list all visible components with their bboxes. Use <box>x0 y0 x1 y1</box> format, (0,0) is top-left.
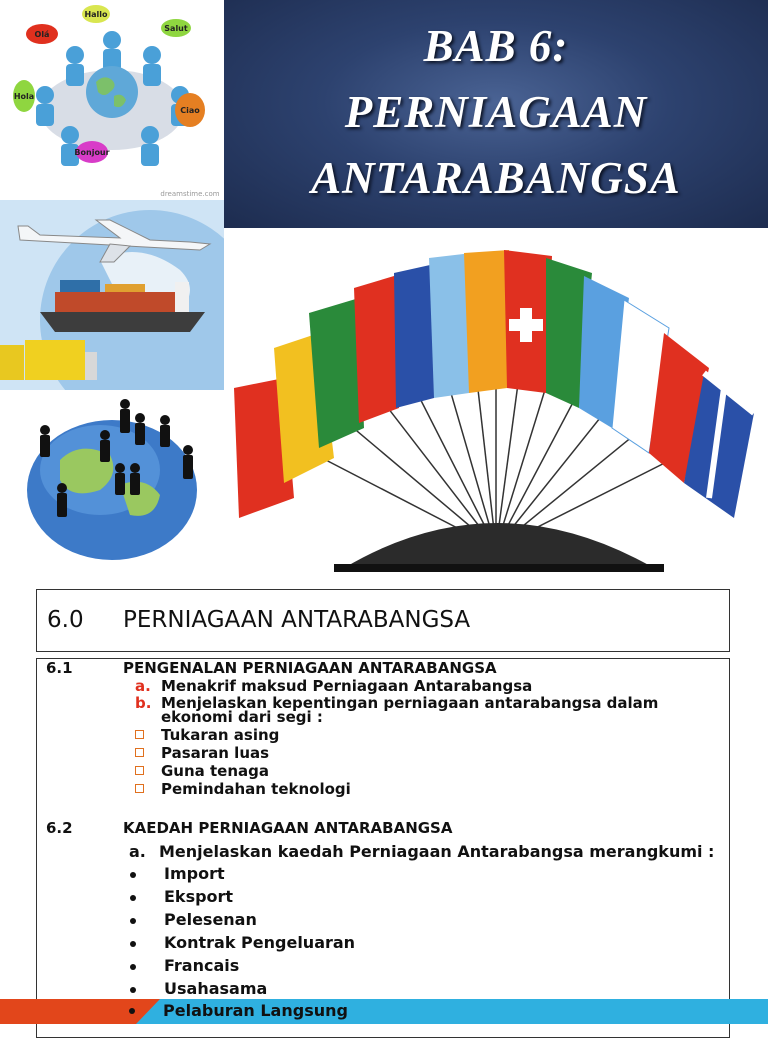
checkbox-icon <box>135 784 144 793</box>
bullet-icon <box>130 895 136 901</box>
item-text-b: Menjelaskan kepentingan perniagaan antarabangsa dalam <box>161 694 659 712</box>
checkbox-icon <box>135 748 144 757</box>
section2-number: 6.2 <box>46 819 73 837</box>
globe-people-illustration <box>0 390 224 575</box>
bubble-hola: Hola <box>13 92 35 101</box>
bullet-icon <box>130 964 136 970</box>
method-eksport: Eksport <box>164 887 234 906</box>
bubble-bonjour: Bonjour <box>74 148 110 157</box>
bubble-salut: Salut <box>164 24 188 33</box>
meeting-illustration <box>0 0 224 200</box>
method-kontrak: Kontrak Pengeluaran <box>164 933 356 952</box>
heading-title: PERNIAGAAN ANTARABANGSA <box>123 607 471 633</box>
section2-intro-marker: a. <box>129 842 146 861</box>
transport-illustration <box>0 200 224 391</box>
bullet-icon <box>130 941 136 947</box>
section2-title: KAEDAH PERNIAGAAN ANTARABANGSA <box>123 819 453 837</box>
bullet-icon <box>130 918 136 924</box>
item-text-b-cont: ekonomi dari segi : <box>161 708 323 726</box>
item-marker-a: a. <box>135 677 151 695</box>
footer-accent <box>0 999 160 1024</box>
truck-icon <box>0 340 97 380</box>
method-francais: Francais <box>164 956 240 975</box>
banner-title-line3: ANTARABANGSA <box>311 153 681 203</box>
banner-title-line2: PERNIAGAAN <box>344 87 648 137</box>
cargo-ship-icon <box>40 280 205 332</box>
banner-title-line1: BAB 6: <box>423 21 569 71</box>
section1-title: PENGENALAN PERNIAGAAN ANTARABANGSA <box>123 659 497 677</box>
section-heading-box <box>36 589 730 652</box>
bullet-icon <box>130 872 136 878</box>
heading-number: 6.0 <box>47 607 84 633</box>
checkbox-icon <box>135 766 144 775</box>
subitem-2: Pasaran luas <box>161 744 270 762</box>
subitem-1: Tukaran asing <box>161 726 280 744</box>
method-usahasama: Usahasama <box>164 979 268 998</box>
item-text-a: Menakrif maksud Perniagaan Antarabangsa <box>161 677 533 695</box>
subitem-4: Pemindahan teknologi <box>161 780 351 798</box>
bullet-icon <box>129 1008 135 1014</box>
checkbox-icon <box>135 730 144 739</box>
watermark: dreamstime.com <box>160 190 220 198</box>
subitem-3: Guna tenaga <box>161 762 270 780</box>
bubble-hallo: Hallo <box>84 10 108 19</box>
method-import: Import <box>164 864 225 883</box>
bullet-icon <box>130 987 136 993</box>
title-banner <box>224 0 768 228</box>
section2-intro: Menjelaskan kaedah Perniagaan Antarabangsa merangkumi : <box>159 842 715 861</box>
bubble-ciao: Ciao <box>180 106 200 115</box>
syllabus-content-box <box>36 658 730 1038</box>
item-marker-b: b. <box>135 694 152 712</box>
flags-illustration <box>224 228 768 576</box>
method-pelesenan: Pelesenan <box>164 910 257 929</box>
bubble-ola: Olá <box>34 30 50 39</box>
method-pelaburan: Pelaburan Langsung <box>163 1001 348 1020</box>
section1-number: 6.1 <box>46 659 73 677</box>
